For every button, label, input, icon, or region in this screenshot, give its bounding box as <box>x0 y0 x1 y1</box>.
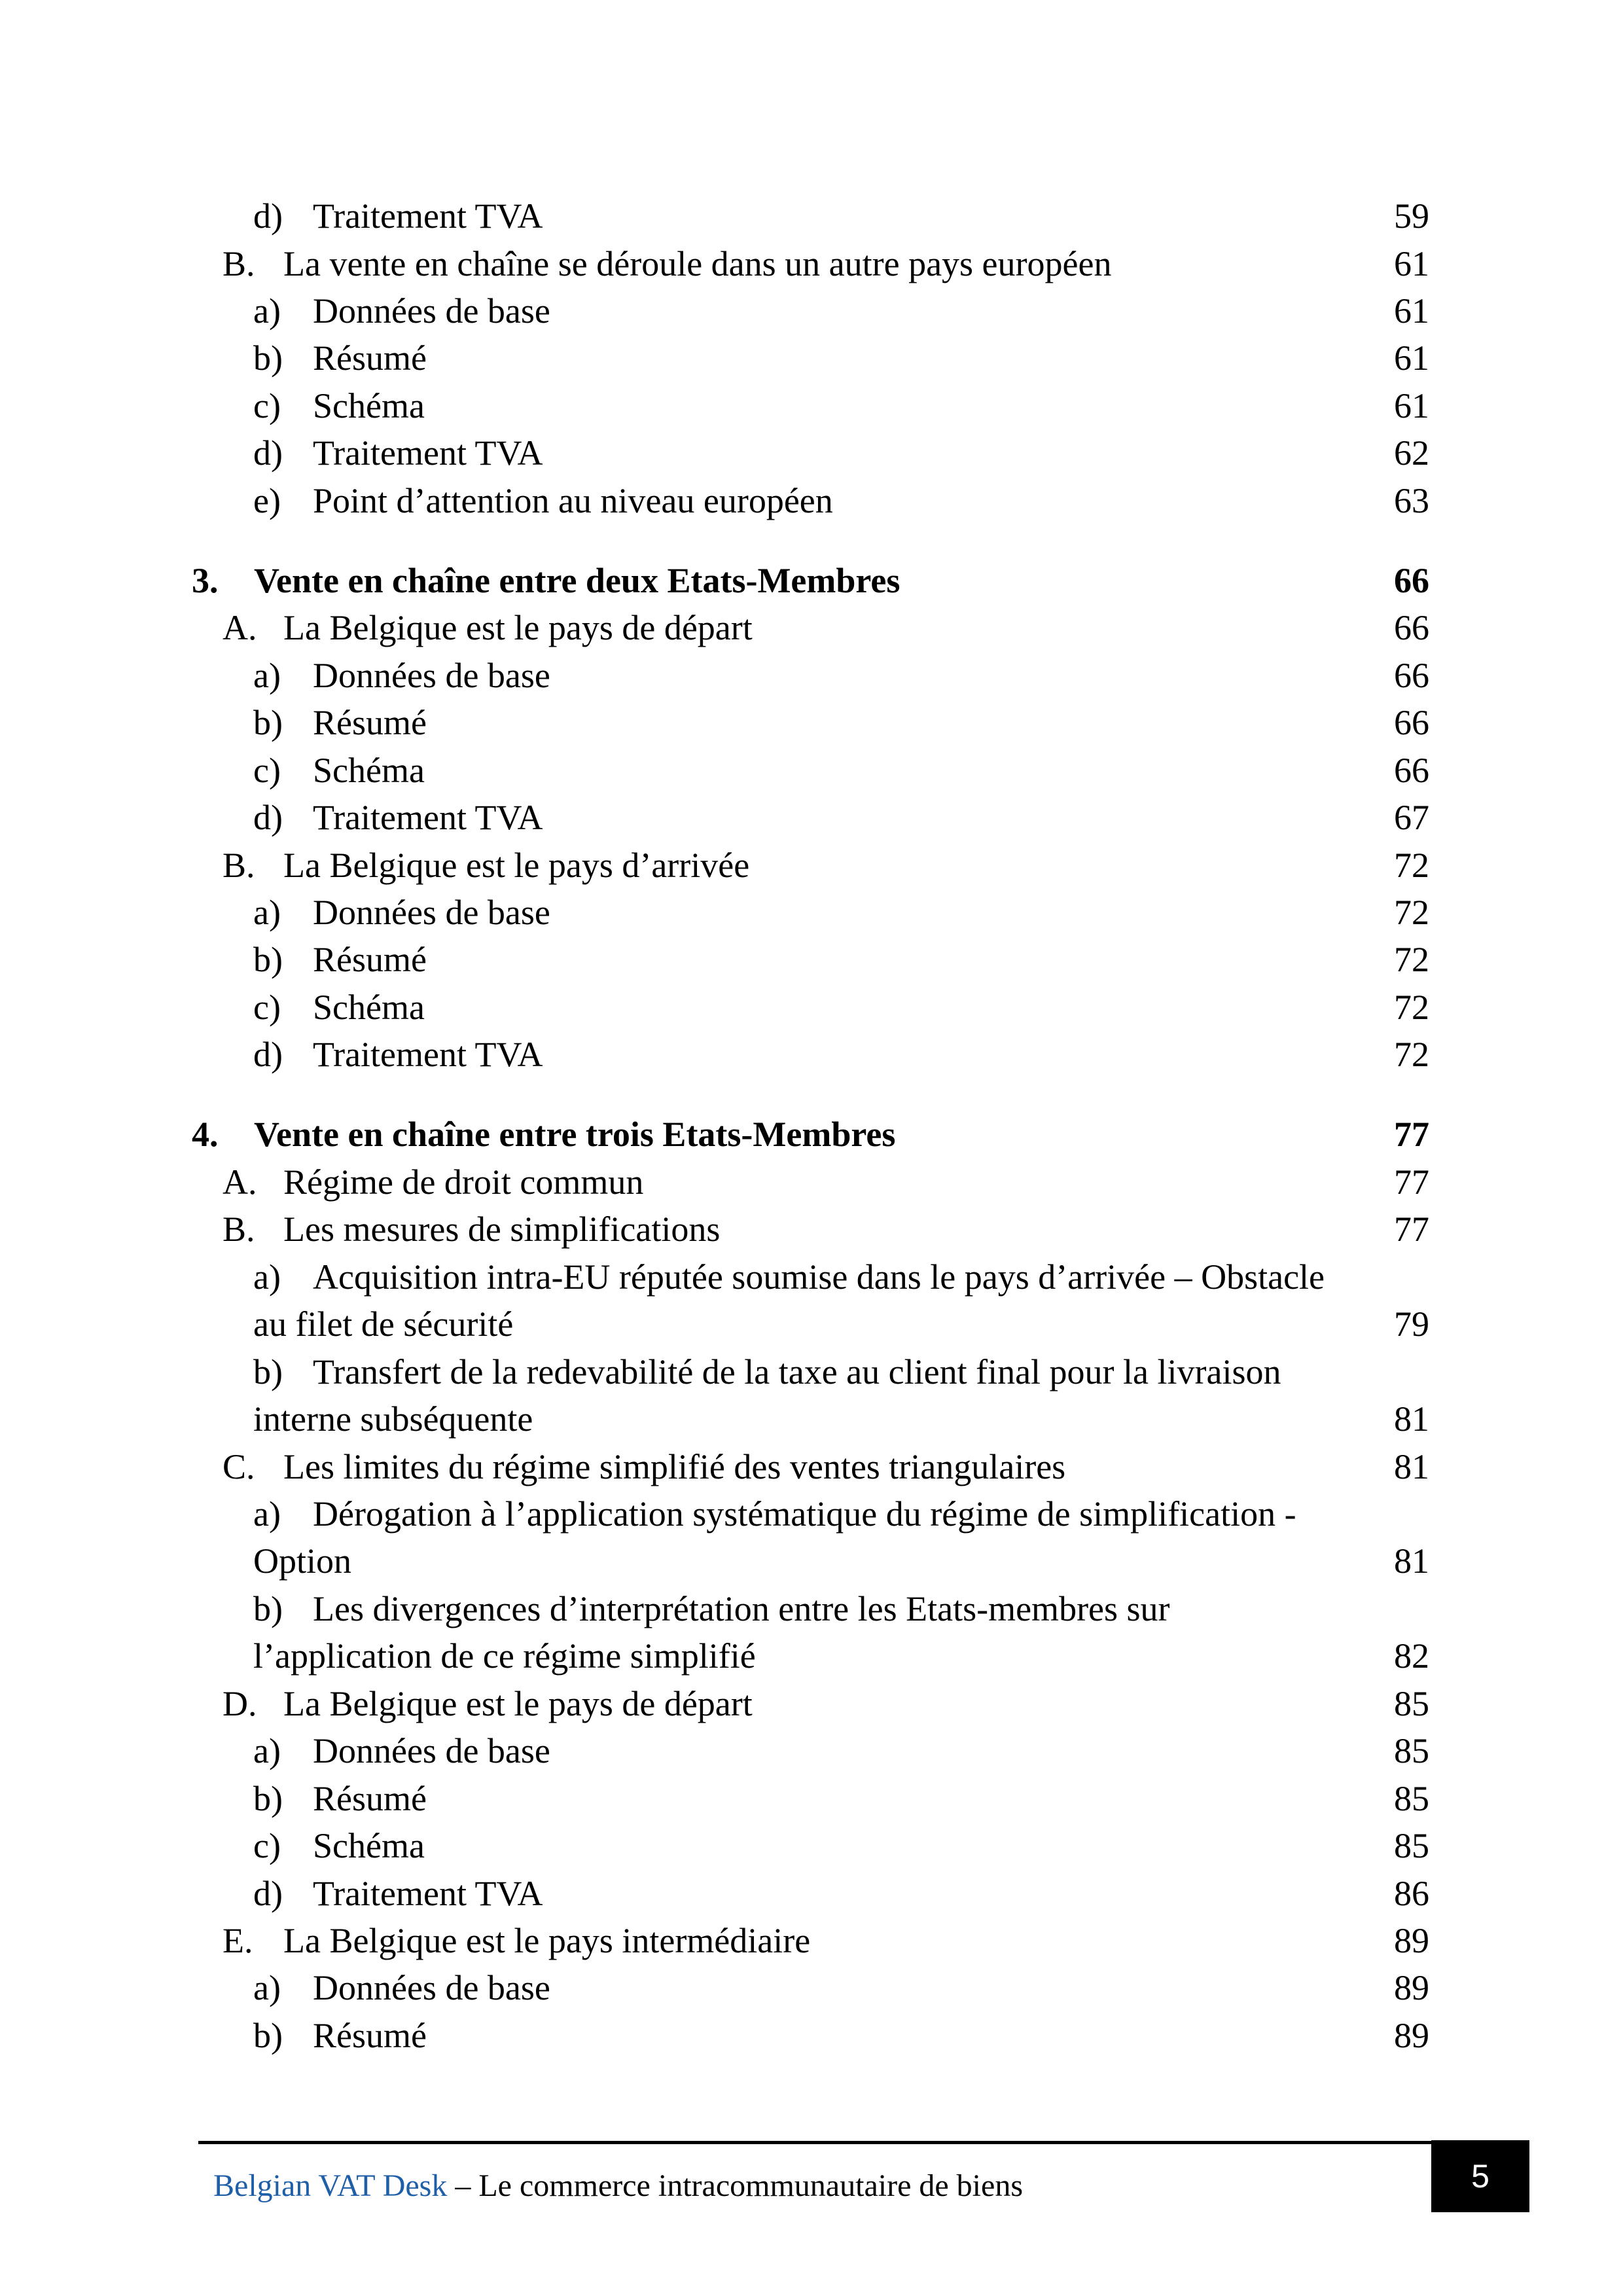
toc-entry-title: Résumé <box>313 940 427 979</box>
toc-entry-title: Point d’attention au niveau européen <box>313 481 833 520</box>
toc-entry-title: Données de base <box>313 1968 550 2007</box>
toc-entry-marker: d) <box>253 798 283 837</box>
toc-entry-title: Résumé <box>313 2016 427 2055</box>
toc-entry-page: 61 <box>1394 338 1429 378</box>
toc-entry-marker: a) <box>253 291 281 331</box>
toc-entry-marker: a) <box>253 893 281 932</box>
page-number: 5 <box>1431 2140 1529 2212</box>
toc-entry-page: 61 <box>1394 291 1429 331</box>
toc-entry-marker: E. <box>223 1921 253 1960</box>
toc-entry-page: 77 <box>1394 1162 1429 1202</box>
toc-entry-page: 81 <box>1394 1447 1429 1486</box>
toc-entry-marker: B. <box>223 244 255 283</box>
toc-entry-page: 79 <box>1394 1304 1429 1344</box>
toc-entry-page: 81 <box>1394 1541 1429 1581</box>
toc-entry-marker: b) <box>253 1779 283 1818</box>
page-footer <box>213 2166 1023 2206</box>
toc-entry-title: Résumé <box>313 703 427 742</box>
toc-entry-page: 66 <box>1394 656 1429 695</box>
toc-entry-marker: c) <box>253 1826 281 1865</box>
toc-entry-marker: e) <box>253 481 281 520</box>
toc-entry-marker: a) <box>253 1731 281 1770</box>
toc-entry-page: 77 <box>1394 1210 1429 1249</box>
toc-entry-marker: a) <box>253 1257 281 1297</box>
toc-entry-page: 61 <box>1394 386 1429 425</box>
toc-entry-page: 85 <box>1394 1684 1429 1723</box>
toc-entry-marker: c) <box>253 751 281 790</box>
toc-entry-title: Schéma <box>313 386 425 425</box>
toc-entry-marker: C. <box>223 1447 255 1486</box>
toc-entry-title: Schéma <box>313 988 425 1027</box>
footer-separator: – <box>447 2168 479 2203</box>
toc-entry-page: 72 <box>1394 846 1429 885</box>
toc-entry-title: Transfert de la redevabilité de la taxe au client final pour la livraison <box>313 1352 1281 1391</box>
toc-entry-title: Les limites du régime simplifié des ventes triangulaires <box>283 1447 1066 1486</box>
toc-entry-title: Traitement TVA <box>313 1035 543 1074</box>
toc-entry-page: 61 <box>1394 244 1429 283</box>
toc-entry-title: La Belgique est le pays d’arrivée <box>283 846 750 885</box>
toc-entry-marker: c) <box>253 386 281 425</box>
toc-entry-marker: d) <box>253 433 283 473</box>
toc-entry-marker: B. <box>223 846 255 885</box>
toc-entry-marker: A. <box>223 608 257 647</box>
toc-entry-marker: 3. <box>192 561 219 600</box>
toc-entry-title: Option <box>253 1541 352 1581</box>
toc-entry-title: Traitement TVA <box>313 798 543 837</box>
toc-entry-title: Vente en chaîne entre deux Etats-Membres <box>254 561 901 600</box>
toc-entry-title: La Belgique est le pays de départ <box>283 608 753 647</box>
toc-entry-page: 82 <box>1394 1636 1429 1676</box>
toc-entry-title: au filet de sécurité <box>253 1304 514 1344</box>
toc-entry-title: Données de base <box>313 656 550 695</box>
toc-entry-title: Résumé <box>313 338 427 378</box>
toc-entry-marker: d) <box>253 1035 283 1074</box>
toc-entry-title: interne subséquente <box>253 1399 533 1439</box>
toc-entry-page: 77 <box>1394 1115 1429 1154</box>
toc-entry-marker: A. <box>223 1162 257 1202</box>
toc-entry-page: 72 <box>1394 988 1429 1027</box>
toc-entry-title: Traitement TVA <box>313 1874 543 1913</box>
toc-entry-marker: d) <box>253 196 283 236</box>
toc-entry-title: La Belgique est le pays de départ <box>283 1684 753 1723</box>
toc-entry-page: 72 <box>1394 940 1429 979</box>
toc-entry-page: 62 <box>1394 433 1429 473</box>
toc-entry-title: La vente en chaîne se déroule dans un autre pays européen <box>283 244 1112 283</box>
toc-entry-page: 66 <box>1394 703 1429 742</box>
toc-entry-title: Les mesures de simplifications <box>283 1210 721 1249</box>
toc-entry-page: 59 <box>1394 196 1429 236</box>
toc-entry-marker: b) <box>253 2016 283 2055</box>
toc-entry-title: Dérogation à l’application systématique du régime de simplification - <box>313 1494 1296 1534</box>
toc-entry-title: Acquisition intra-EU réputée soumise dans le pays d’arrivée – Obstacle <box>313 1257 1325 1297</box>
toc-entry-page: 86 <box>1394 1874 1429 1913</box>
toc-entry-title: Données de base <box>313 893 550 932</box>
footer-brand: Belgian VAT Desk <box>213 2168 448 2203</box>
toc-entry-title: Schéma <box>313 751 425 790</box>
toc-entry-marker: d) <box>253 1874 283 1913</box>
toc-entry-marker: b) <box>253 338 283 378</box>
toc-entry-page: 72 <box>1394 1035 1429 1074</box>
toc-entry-page: 89 <box>1394 2016 1429 2055</box>
toc-entry-marker: B. <box>223 1210 255 1249</box>
toc-entry-page: 66 <box>1394 751 1429 790</box>
toc-entry-title: Les divergences d’interprétation entre les Etats-membres sur <box>313 1589 1170 1628</box>
toc-entry-page: 85 <box>1394 1731 1429 1770</box>
toc-entry-page: 89 <box>1394 1921 1429 1960</box>
toc-entry-title: La Belgique est le pays intermédiaire <box>283 1921 811 1960</box>
toc-entry-title: Traitement TVA <box>313 196 543 236</box>
toc-entry-marker: b) <box>253 940 283 979</box>
toc-entry-marker: a) <box>253 1494 281 1534</box>
toc-entry-marker: b) <box>253 1589 283 1628</box>
toc-entry-marker: b) <box>253 703 283 742</box>
footer-subtitle: Le commerce intracommunautaire de biens <box>478 2168 1023 2203</box>
toc-entry-title: Résumé <box>313 1779 427 1818</box>
toc-entry-page: 81 <box>1394 1399 1429 1439</box>
toc-entry-page: 67 <box>1394 798 1429 837</box>
toc-entry-marker: a) <box>253 1968 281 2007</box>
toc-entry-title: Données de base <box>313 291 550 331</box>
toc-entry-marker: c) <box>253 988 281 1027</box>
toc-entry-title: l’application de ce régime simplifié <box>253 1636 756 1676</box>
toc-entry-marker: 4. <box>192 1115 219 1154</box>
toc-entry-page: 89 <box>1394 1968 1429 2007</box>
toc-entry-title: Traitement TVA <box>313 433 543 473</box>
toc-entry-title: Régime de droit commun <box>283 1162 644 1202</box>
toc-entry-page: 72 <box>1394 893 1429 932</box>
toc-entry-page: 85 <box>1394 1779 1429 1818</box>
toc-entry-page: 63 <box>1394 481 1429 520</box>
toc-entry-marker: b) <box>253 1352 283 1391</box>
footer-divider <box>198 2141 1431 2144</box>
toc-entry-title: Données de base <box>313 1731 550 1770</box>
toc-entry-page: 66 <box>1394 608 1429 647</box>
toc-entry-page: 85 <box>1394 1826 1429 1865</box>
toc-entry-marker: D. <box>223 1684 257 1723</box>
toc-entry-title: Vente en chaîne entre trois Etats-Membres <box>254 1115 896 1154</box>
toc-entry-title: Schéma <box>313 1826 425 1865</box>
toc-entry-page: 66 <box>1394 561 1429 600</box>
toc-entry-marker: a) <box>253 656 281 695</box>
